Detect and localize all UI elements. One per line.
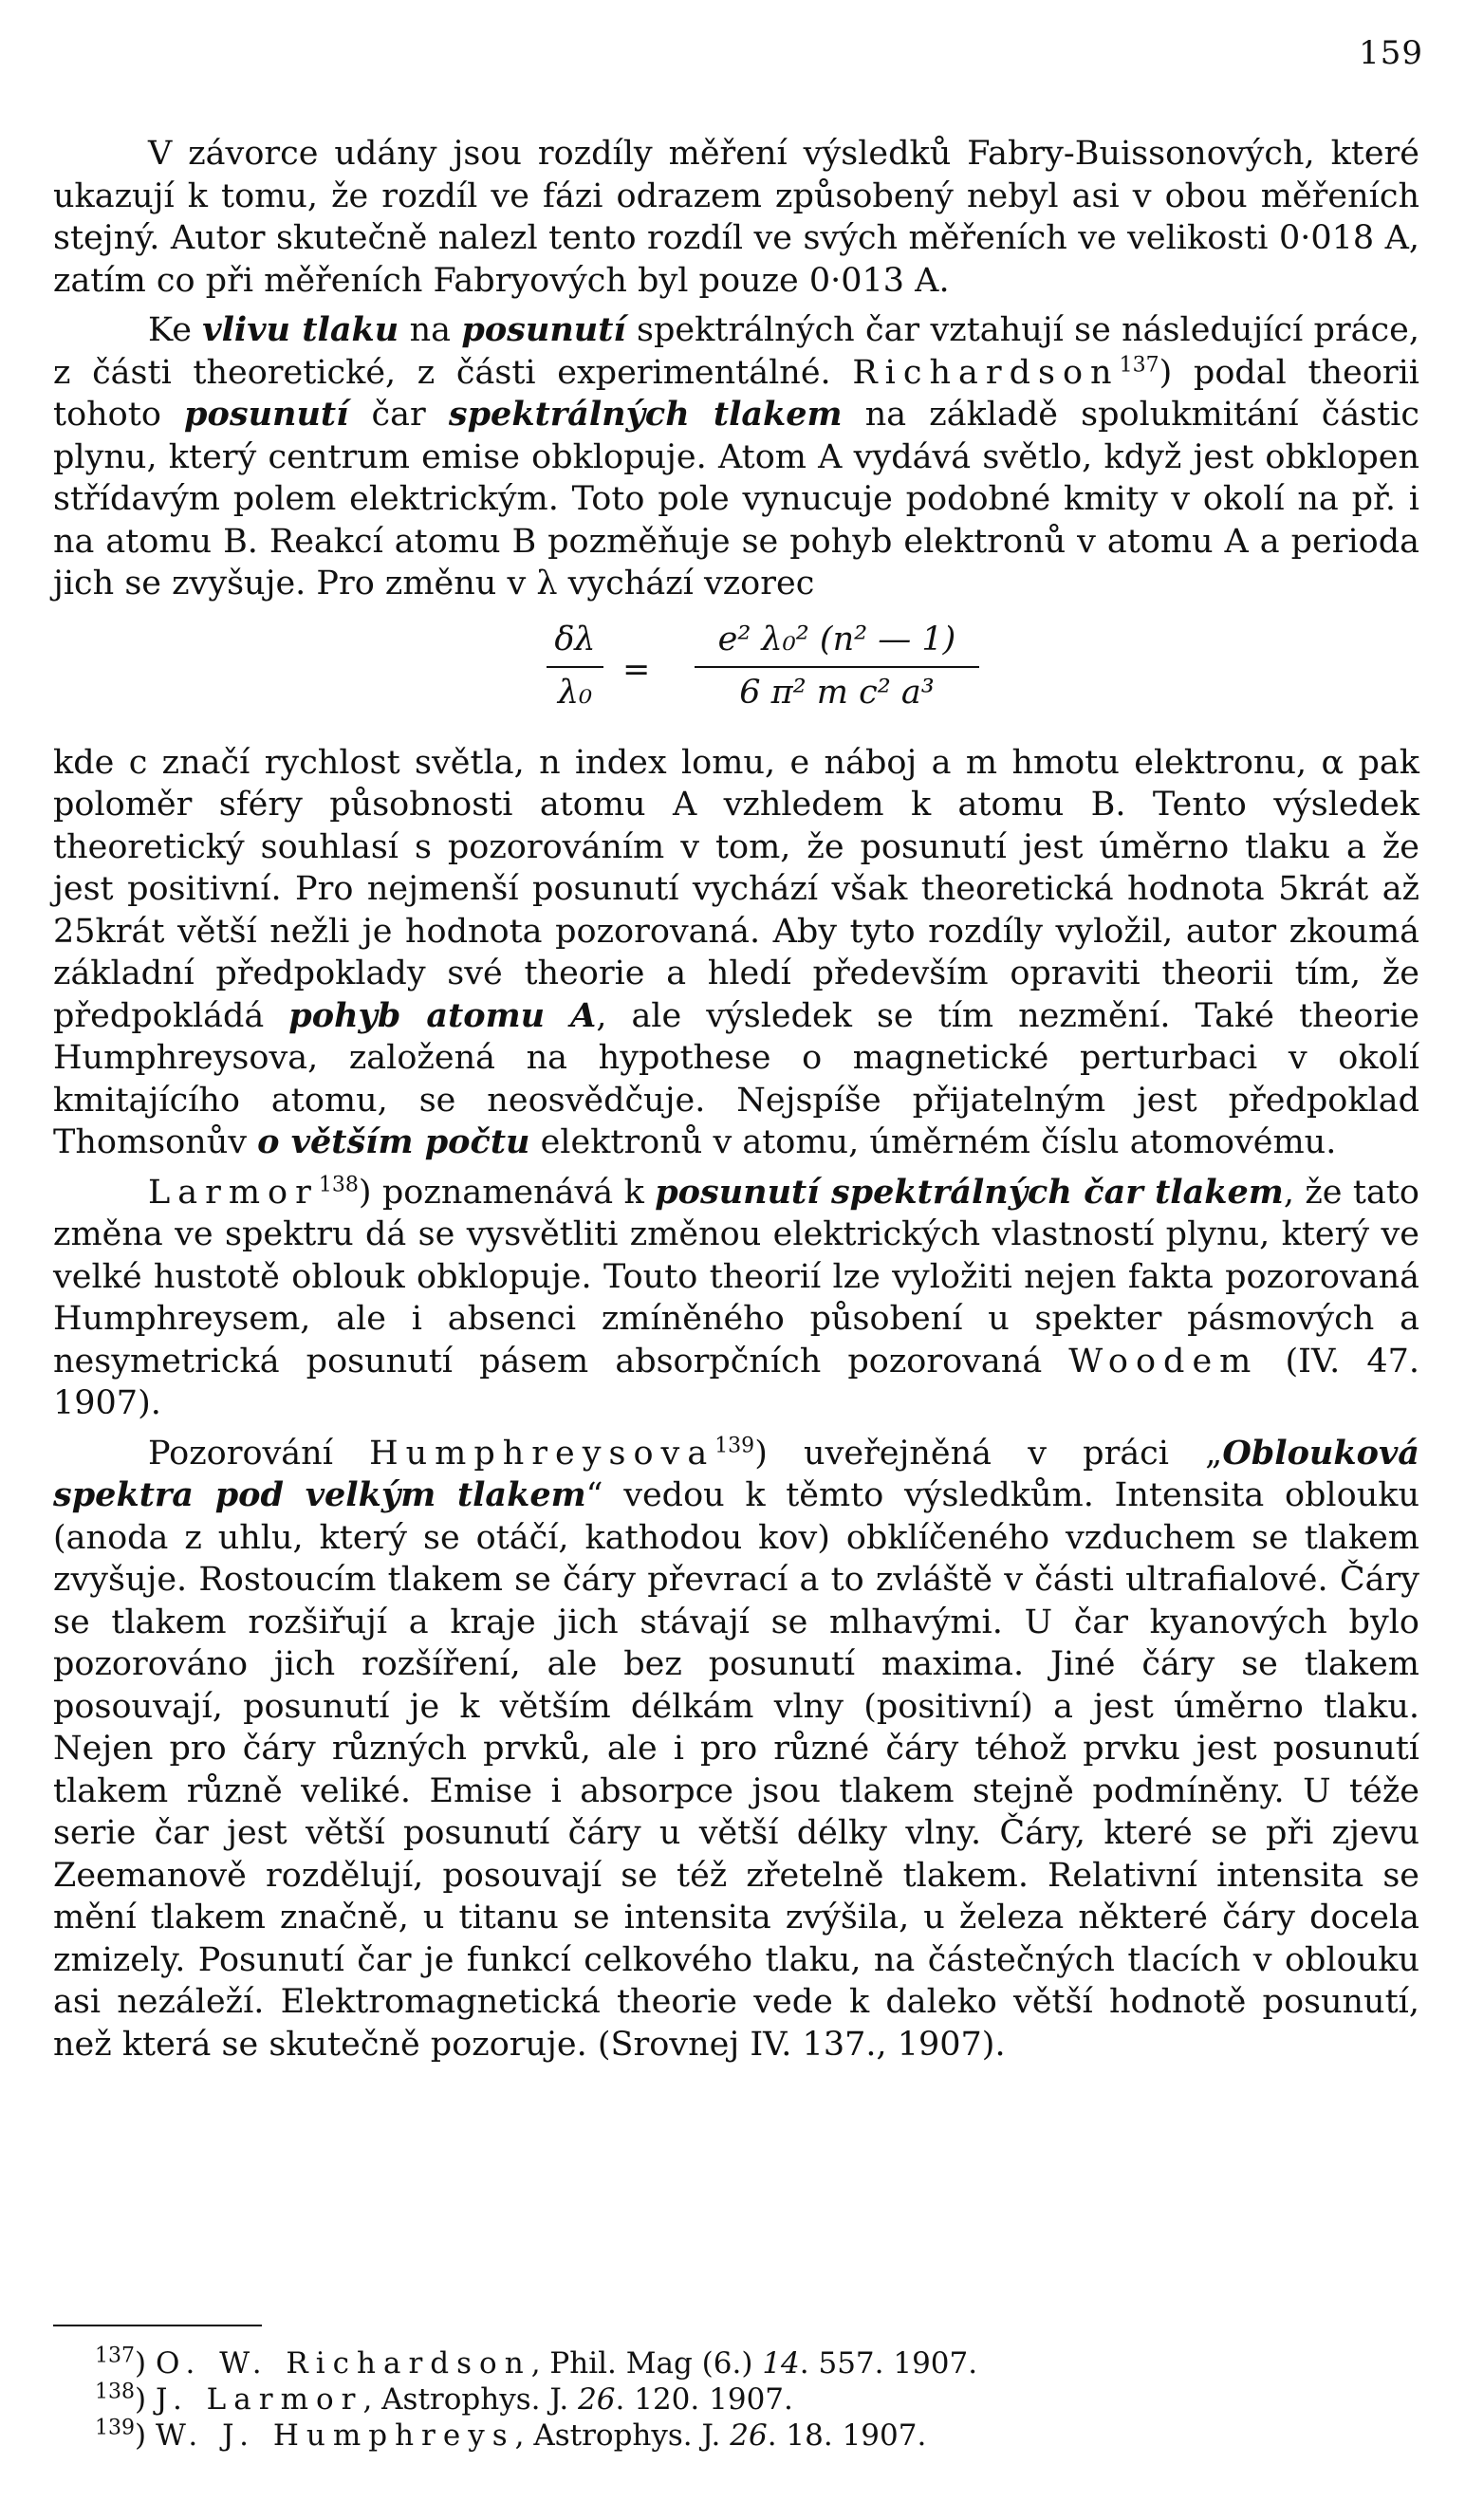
author-wood: Woodem [1068,1342,1259,1380]
footnote-138: $^{138}$) J. Larmor, Astrophys. J. 26. 120. 1907. [95,2380,793,2417]
footnote-139: $^{139}$) W. J. Humphreys, Astrophys. J. 26. 18. 1907. [95,2416,927,2453]
author-humphreys: Humphreysova [369,1434,715,1473]
author-larmor: Larmor [148,1173,319,1212]
formula-equals: = [622,650,651,689]
footnote-ref-139: 139 [714,1433,755,1457]
footnote-ref-137: 137 [1119,352,1159,377]
footnote-divider [53,2325,262,2326]
footnote-ref-138: 138 [318,1172,359,1196]
formula [53,611,1419,734]
footnote-137: $^{137}$) O. W. Richardson, Phil. Mag (6.) 14. 557. 1907. [95,2344,978,2381]
formula-rhs: e² λ₀² (n² — 1) 6 π² m c² a³ [695,619,979,714]
paragraph-4: Larmor$^{138}$) poznamenává k posunutí spektrálných čar tlakem, že tato změna ve spektru dá se vysvětliti změnou elektrických vlastností plynu, který ve velké hustotě oblouk obklopuje. Touto theorií lze vyložiti nejen fakta pozorovaná Humphreysem, ale i absenci zmíněného působení u spekter pásmových a nesymetrická posunutí pásem absorpčních pozorovaná Woodem (IV. 47. 1907). [53,1172,1419,1422]
page-number: 159 [1359,34,1423,72]
paragraph-5: Pozorování Humphreysova$^{139}$) uveřejněná v práci „Oblouková spektra pod velkým tlakem“ vedou k těmto výsledkům. Intensita oblouku (anoda z uhlu, který se otáčí, kathodou kov) obklíčeného vzduchem se tlakem zvyšuje. Rostoucím tlakem se čáry převrací a to zvláště v části ultrafialové. Čáry se tlakem rozšiřují a kraje jich stávají se mlhavými. U čar kyanových bylo pozorováno jich rozšíření, ale bez posunutí maxima. Jiné čáry se tlakem posouvají, posunutí je k větším délkám vlny (positivní) a jest úměrno tlaku. Nejen pro čáry různých prvků, ale i pro různé čáry téhož prvku jest posunutí tlakem různě veliké. Emise i absorpce jsou tlakem stejně podmíněny. U téže serie čar jest větší posunutí čáry u větší délky vlny. Čáry, které se při zjevu Zeemanově rozdělují, posouvají se též zřetelně tlakem. Relativní intensita se mění tlakem značně, u titanu se intensita zvýšila, u železa některé čáry docela zmizely. Posunutí čar je funkcí celkového tlaku, na částečných tlacích v oblouku asi nezáleží. Elektromagnetická theorie vede k daleko větší hodnotě posunutí, než která se skutečně pozoruje. (Srovnej IV. 137., 1907). [53,1433,1419,2064]
footnotes [95,2345,1328,2454]
paragraph-1: V závorce udány jsou rozdíly měření výsledků Fabry-Buissonových, které ukazují k tomu, že rozdíl ve fázi odrazem způsobený nebyl asi v obou měřeních stejný. Autor skutečně nalezl tento rozdíl ve svých měřeních ve velikosti 0·018 A, zatím co při měřeních Fabryových byl pouze 0·013 A. [53,135,1419,300]
formula-lhs: δλ λ₀ [547,619,603,714]
paragraph-2: Ke vlivu tlaku na posunutí spektrálných čar vztahují se následující práce, z části theoretické, z části experimentálné. Richardson$^{137}$) podal theorii tohoto posunutí čar spektrálných tlakem na základě spolukmitání částic plynu, který centrum emise obklopuje. Atom A vydává světlo, když jest obklopen střídavým polem elektrickým. Toto pole vynucuje podobné kmity v okolí na př. i na atomu B. Reakcí atomu B pozměňuje se pohyb elektronů v atomu A a perioda jich se zvyšuje. Pro změnu v λ vychází vzorec [53,310,1420,602]
author-richardson: Richardson [852,353,1120,392]
body-text [53,133,1419,2066]
paragraph-3: kde c značí rychlost světla, n index lomu, e náboj a m hmotu elektronu, α pak poloměr sféry působnosti atomu A vzhledem k atomu B. Tento výsledek theoretický souhlasí s pozorováním v tom, že posunutí jest úměrno tlaku a že jest positivní. Pro nejmenší posunutí vychází však theoretická hodnota 5krát až 25krát větší nežli je hodnota pozorovaná. Aby tyto rozdíly vyložil, autor zkoumá základní předpoklady své theorie a hledí především opraviti theorii tím, že předpokládá pohyb atomu A, ale výsledek se tím nezmění. Také theorie Humphreysova, založená na hypothese o magnetické perturbaci v okolí kmitajícího atomu, se neosvědčuje. Nejspíše přijatelným jest předpoklad Thomsonův o větším počtu elektronů v atomu, úměrném číslu atomovému. [53,743,1419,1161]
